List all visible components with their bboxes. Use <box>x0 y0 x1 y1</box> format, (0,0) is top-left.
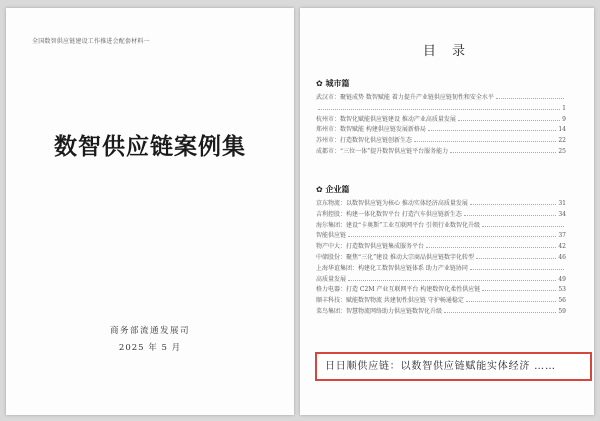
cover-title: 数智供应链案例集 <box>54 133 246 160</box>
dot-leader <box>450 146 556 153</box>
toc-entry-page: 14 <box>558 126 566 134</box>
toc-entry-text: 菜鸟集团：智慧物流网络助力供应链数智化升级 <box>316 307 443 315</box>
toc-entry-text: 杭州市：数智化赋能供应链建设 推动产业高质量发展 <box>316 115 456 123</box>
toc-entry[interactable] <box>316 230 566 241</box>
toc-list-enterprise <box>316 198 566 317</box>
toc-title: 目 录 <box>422 44 472 59</box>
toc-entry[interactable] <box>316 220 566 231</box>
toc-entry-text: 京东物流：以数智供应链为核心 推动实体经济高质量发展 <box>316 200 468 207</box>
toc-entry[interactable] <box>316 306 566 317</box>
dot-leader <box>348 274 556 281</box>
cover-page <box>6 8 294 415</box>
toc-entry-page: 53 <box>558 286 566 294</box>
toc-entry-text: 顺丰科技：赋能数智物流 共建韧性供应链 守护畅通稳定 <box>316 297 464 305</box>
highlighted-toc-entry[interactable]: 日日顺供应链：以数智供应链赋能实体经济 …… <box>315 352 592 381</box>
toc-entry-page: 59 <box>558 307 566 315</box>
dot-leader <box>470 198 556 205</box>
toc-entry-text: 苏州市：打造数智化供应链创新生态 <box>316 137 413 145</box>
toc-entry-page: 31 <box>558 200 566 207</box>
toc-entry-text: 格力电器：打造 C2M 产业互联网平台 构建数智化柔性供应链 <box>316 286 481 294</box>
toc-entry-page: 22 <box>558 137 566 145</box>
toc-list-city <box>316 92 566 157</box>
series-note: 全国数智供应链建设工作推进会配套材料一 <box>32 38 150 45</box>
toc-entry-text: 吉利控股：构建一体化数智平台 打造汽车供应链新生态 <box>316 210 462 218</box>
toc-entry[interactable] <box>316 252 566 263</box>
dot-leader <box>458 114 560 121</box>
dot-leader <box>426 241 556 248</box>
toc-entry[interactable] <box>316 92 566 103</box>
toc-entry-text: 武汉市：聚链成势 数智赋能 着力提升产业链供应链韧性和安全水平 <box>316 94 494 101</box>
toc-entry-page: 1 <box>562 104 566 112</box>
toc-entry-text: 郑州市：数智赋能 构建供应链发展新格局 <box>316 126 426 134</box>
toc-entry[interactable] <box>316 263 566 274</box>
toc-entry[interactable] <box>316 114 566 125</box>
dot-leader <box>496 92 564 99</box>
dot-leader <box>466 295 557 302</box>
dot-leader <box>318 103 560 110</box>
section-heading-city: ✿ 城市篇 <box>316 79 350 88</box>
toc-entry-text: 中储股份：聚焦“三化”建设 推动大宗商品供应链数字化转型 <box>316 253 475 261</box>
toc-entry-text: 智能供应链 <box>316 232 347 240</box>
toc-entry[interactable] <box>316 135 566 146</box>
dot-leader <box>470 263 564 270</box>
dot-leader <box>482 220 564 227</box>
toc-entry[interactable] <box>316 241 566 252</box>
toc-entry-page: 42 <box>558 243 566 251</box>
dot-leader <box>414 135 556 142</box>
section-heading-enterprise: ✿ 企业篇 <box>316 185 350 194</box>
toc-entry-text: 上海华谊集团：构建化工数智供应链体系 助力产业链协同 <box>316 264 468 272</box>
dot-leader <box>444 306 556 313</box>
toc-entry[interactable] <box>316 295 566 306</box>
toc-entry[interactable] <box>316 103 566 114</box>
dot-leader <box>348 230 556 237</box>
dot-leader <box>428 124 556 131</box>
toc-entry[interactable] <box>316 146 566 157</box>
publisher: 商务部流通发展司 <box>109 326 190 336</box>
toc-entry-page: 49 <box>558 275 566 283</box>
dot-leader <box>464 209 556 216</box>
toc-entry-page: 25 <box>558 147 566 155</box>
toc-entry-text: 高质量发展 <box>316 275 347 283</box>
toc-entry[interactable] <box>316 198 566 209</box>
toc-entry-page: 56 <box>558 297 566 305</box>
toc-entry[interactable] <box>316 284 566 295</box>
toc-entry-text: 海尔集团：建设“卡奥斯”工业互联网平台 引领行业数智化升级 <box>316 221 481 229</box>
toc-entry-page: 37 <box>558 232 566 240</box>
toc-entry-page: 9 <box>562 115 566 123</box>
toc-entry[interactable] <box>316 209 566 220</box>
toc-entry-page: 46 <box>558 253 566 261</box>
dot-leader <box>476 252 556 259</box>
toc-entry[interactable] <box>316 124 566 135</box>
toc-entry-text: 物产中大：打造数智供应链集成服务平台 <box>316 243 425 251</box>
toc-entry[interactable] <box>316 274 566 285</box>
dot-leader <box>482 284 556 291</box>
toc-entry-text: 成都市：“三位一体”提升数智供应链平台服务能力 <box>316 147 449 155</box>
publication-date: 2025 年 5 月 <box>118 343 182 353</box>
toc-entry-page: 34 <box>558 210 566 218</box>
